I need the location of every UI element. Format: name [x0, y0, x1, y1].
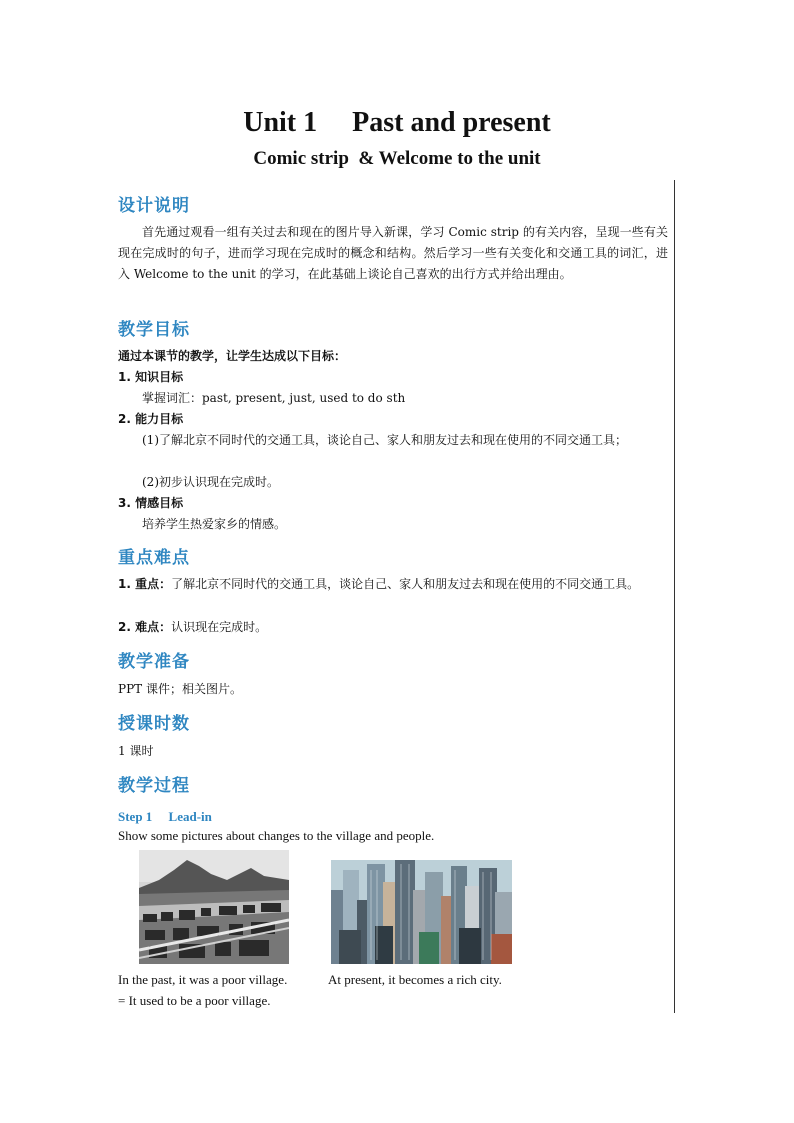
- page-title: Unit 1 Past and present: [243, 107, 551, 138]
- hours-heading: 授课时数: [118, 714, 190, 734]
- caption-left-2: = It used to be a poor village.: [118, 993, 271, 1008]
- old-village-photo: [139, 850, 289, 964]
- prep-heading: 教学准备: [118, 652, 190, 672]
- caption-right: At present, it becomes a rich city.: [328, 972, 502, 987]
- key-point-2: [118, 617, 668, 638]
- goal-2-label: 2. 能力目标: [118, 412, 184, 426]
- goals-heading: 教学目标: [118, 320, 190, 340]
- caption-left: In the past, it was a poor village.: [118, 972, 288, 987]
- key-point-1-label: 1. 重点：: [118, 577, 172, 591]
- modern-city-photo: [331, 860, 512, 964]
- page-subtitle: Comic strip & Welcome to the unit: [253, 148, 541, 169]
- margin-rule: [674, 180, 675, 1013]
- key-point-2-label: 2. 难点：: [118, 620, 172, 634]
- goal-1-text: 掌握词汇：past, present, just, used to do sth: [142, 391, 406, 405]
- goal-2-item-1: (1)了解北京不同时代的交通工具，谈论自己、家人和朋友过去和现在使用的不同交通工具；: [142, 433, 628, 447]
- goal-1-label: 1. 知识目标: [118, 370, 184, 384]
- goals-intro: 通过本课节的教学，让学生达成以下目标：: [118, 349, 347, 363]
- prep-text: PPT 课件；相关图片。: [118, 682, 242, 696]
- key-point-2-text: 认识现在完成时。: [171, 620, 268, 634]
- goal-2-item-2: (2)初步认识现在完成时。: [142, 475, 279, 489]
- design-heading: 设计说明: [118, 196, 190, 216]
- design-paragraph: 首先通过观看一组有关过去和现在的图片导入新课，学习 Comic strip 的有关内容，呈现一些有关现在完成时的句子，进而学习现在完成时的概念和结构。然后学习一些有关变化和交通工具的词汇，进入 Welcome to the unit 的学习，在此基础上谈论自己喜欢的出行方式并给出理由。: [118, 225, 668, 281]
- key-heading: 重点难点: [118, 548, 190, 568]
- goal-3-text: 培养学生热爱家乡的情感。: [142, 517, 287, 531]
- hours-text: 1 课时: [118, 744, 154, 758]
- step-1-intro: Show some pictures about changes to the village and people.: [118, 828, 435, 843]
- key-point-1-text: 了解北京不同时代的交通工具，谈论自己、家人和朋友过去和现在使用的不同交通工具。: [171, 577, 640, 591]
- process-heading: 教学过程: [118, 776, 190, 796]
- goal-3-label: 3. 情感目标: [118, 496, 184, 510]
- step-1-heading: Step 1 Lead-in: [118, 809, 212, 824]
- key-point-1: [118, 574, 668, 595]
